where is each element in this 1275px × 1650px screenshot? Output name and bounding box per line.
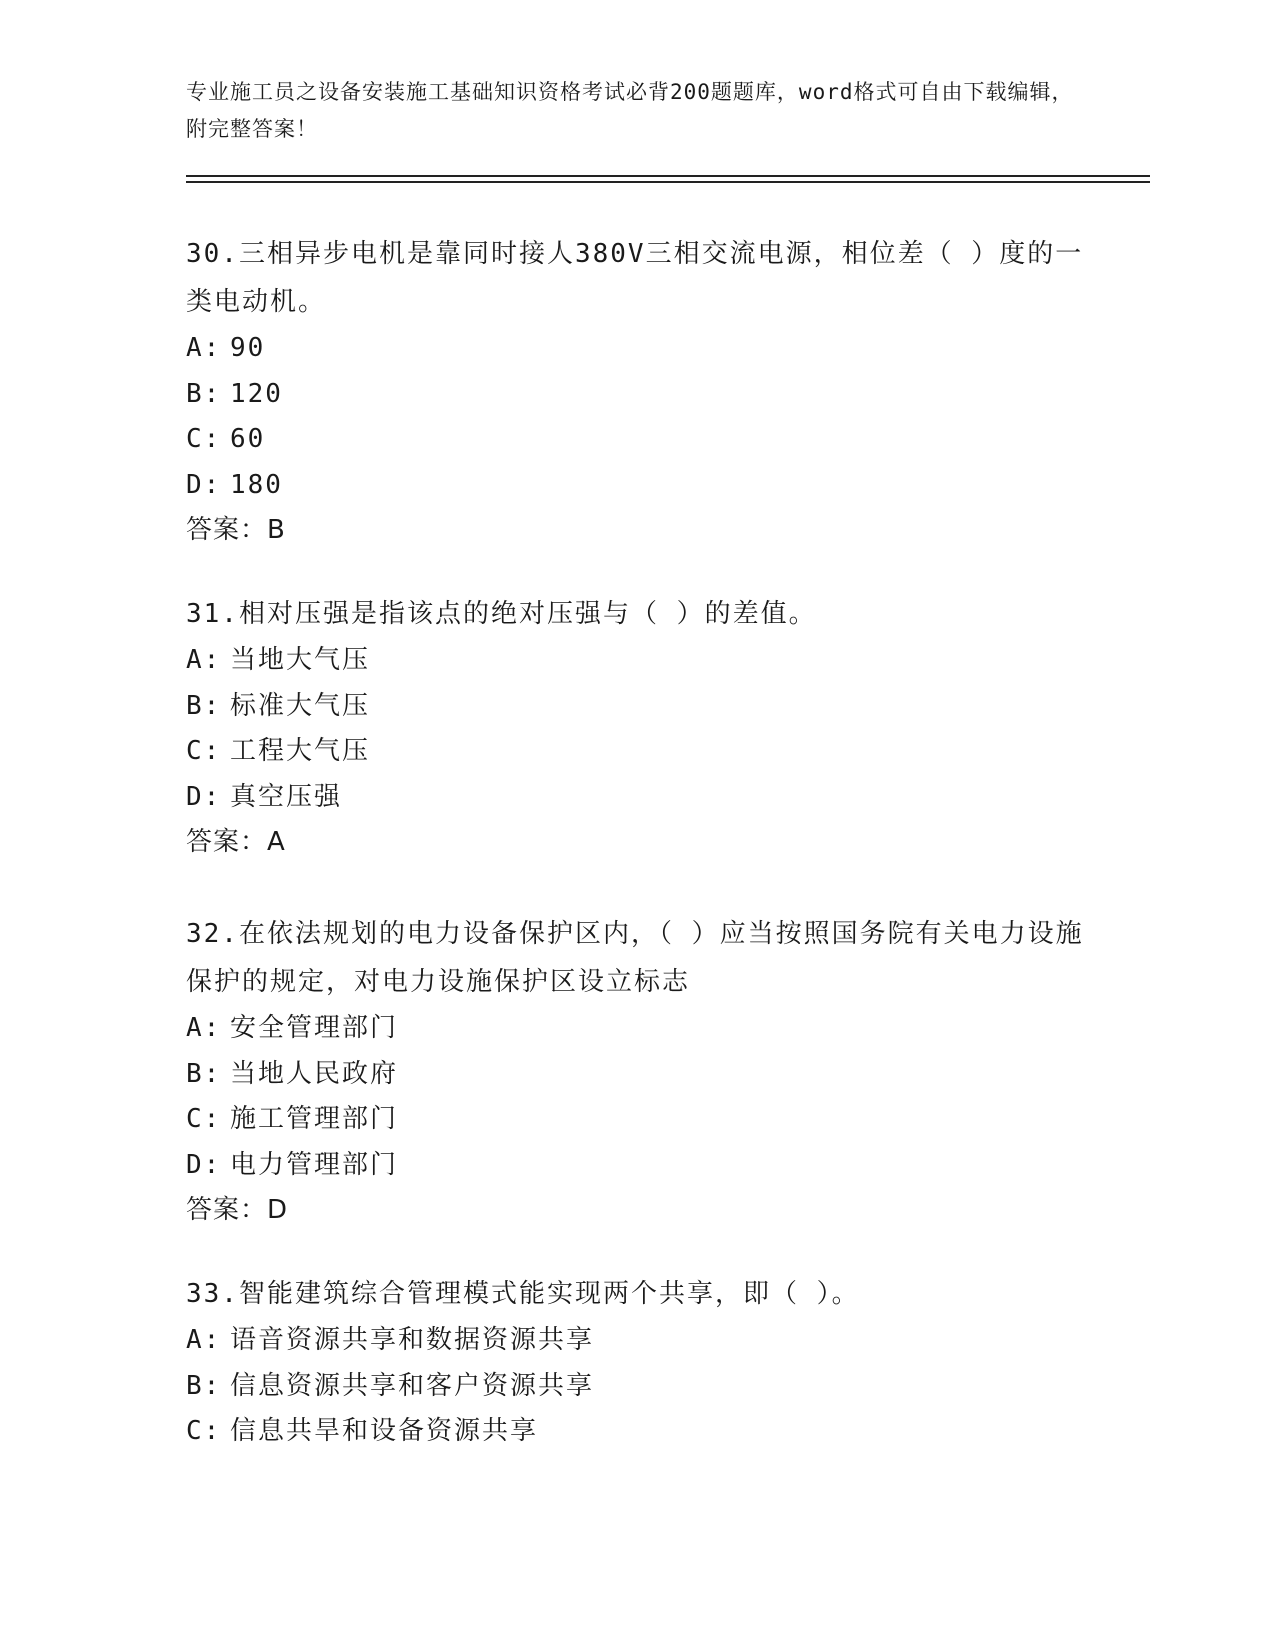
answer-line: 答案：D bbox=[186, 1195, 289, 1225]
option-b bbox=[186, 684, 1086, 730]
option-c bbox=[186, 417, 1086, 463]
option-a bbox=[186, 326, 1086, 372]
question-32 bbox=[186, 910, 1086, 1234]
option-letter: C: bbox=[186, 736, 222, 766]
answer-line: 答案：A bbox=[186, 827, 286, 857]
option-letter: B: bbox=[186, 1058, 222, 1089]
option-text: 标准大气压 bbox=[230, 690, 371, 721]
option-text: 电力管理部门 bbox=[230, 1149, 399, 1180]
header-divider-bottom bbox=[186, 181, 1150, 183]
option-text: 当地人民政府 bbox=[230, 1058, 399, 1089]
document-intro: 专业施工员之设备安装施工基础知识资格考试必背200题题库，word格式可自由下载编辑，附完整答案！ bbox=[186, 80, 1074, 141]
option-text: 工程大气压 bbox=[230, 736, 371, 766]
option-letter: A: bbox=[186, 1325, 222, 1355]
option-b bbox=[186, 1364, 1086, 1410]
option-b bbox=[186, 372, 1086, 418]
option-letter: D: bbox=[186, 781, 222, 812]
option-c bbox=[186, 729, 1086, 775]
answer-line: 答案：B bbox=[186, 515, 286, 545]
option-c bbox=[186, 1097, 1086, 1143]
question-stem: 30.三相异步电机是靠同时接人380V三相交流电源，相位差（ ）度的一类电动机。 bbox=[186, 239, 1084, 317]
option-letter: D: bbox=[186, 1149, 222, 1180]
option-letter: A: bbox=[186, 645, 222, 675]
question-stem: 32.在依法规划的电力设备保护区内，（ ）应当按照国务院有关电力设施保护的规定，对电力设施保护区设立标志 bbox=[186, 919, 1084, 997]
option-letter: A: bbox=[186, 1013, 222, 1043]
option-text: 语音资源共享和数据资源共享 bbox=[230, 1325, 595, 1355]
option-text: 信息共旱和设备资源共享 bbox=[230, 1416, 539, 1446]
question-30 bbox=[186, 230, 1086, 554]
option-letter: C: bbox=[186, 1104, 222, 1134]
question-stem: 31.相对压强是指该点的绝对压强与（ ）的差值。 bbox=[186, 599, 817, 629]
question-31 bbox=[186, 590, 1086, 866]
option-text: 180 bbox=[230, 469, 283, 500]
question-stem: 33.智能建筑综合管理模式能实现两个共享，即（ ）。 bbox=[186, 1279, 860, 1309]
option-b bbox=[186, 1052, 1086, 1098]
option-letter: A: bbox=[186, 333, 222, 363]
option-text: 安全管理部门 bbox=[230, 1013, 399, 1043]
option-letter: C: bbox=[186, 424, 222, 454]
option-text: 真空压强 bbox=[230, 781, 343, 812]
option-d bbox=[186, 1143, 1086, 1189]
option-d bbox=[186, 463, 1086, 509]
option-letter: B: bbox=[186, 1370, 222, 1401]
option-text: 施工管理部门 bbox=[230, 1104, 399, 1134]
option-c bbox=[186, 1409, 1086, 1455]
option-letter: D: bbox=[186, 469, 222, 500]
option-d bbox=[186, 775, 1086, 821]
option-a bbox=[186, 638, 1086, 684]
option-letter: B: bbox=[186, 690, 222, 721]
option-a bbox=[186, 1318, 1086, 1364]
option-text: 120 bbox=[230, 378, 283, 409]
option-text: 60 bbox=[230, 424, 266, 454]
option-text: 90 bbox=[230, 333, 266, 363]
header-divider-top bbox=[186, 175, 1150, 177]
option-letter: B: bbox=[186, 378, 222, 409]
option-text: 当地大气压 bbox=[230, 645, 371, 675]
option-a bbox=[186, 1006, 1086, 1052]
question-33 bbox=[186, 1270, 1086, 1455]
option-letter: C: bbox=[186, 1416, 222, 1446]
option-text: 信息资源共享和客户资源共享 bbox=[230, 1370, 595, 1401]
